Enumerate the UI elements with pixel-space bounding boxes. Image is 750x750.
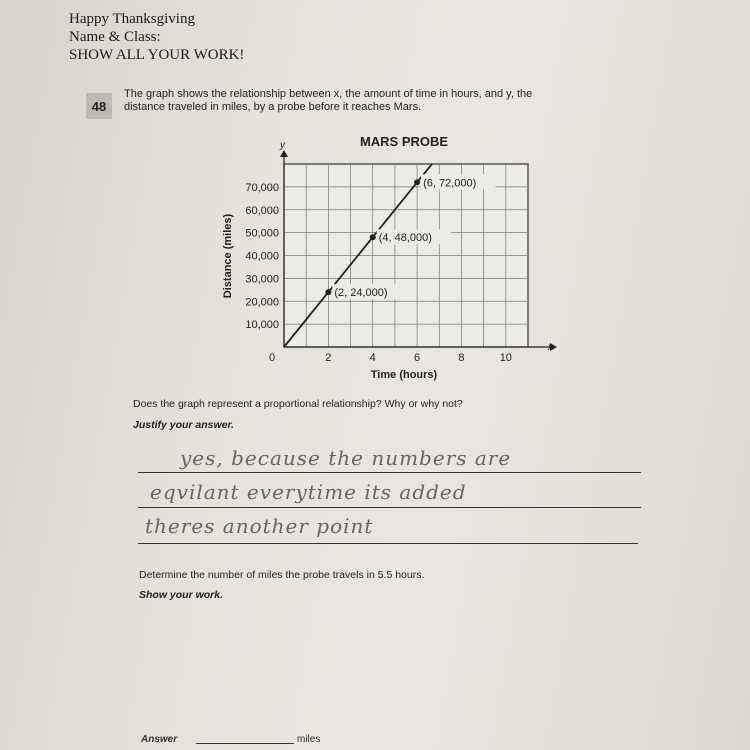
handwritten-line-2: eqvilant everytime its added bbox=[150, 480, 467, 504]
y-tick-label: 70,000 bbox=[245, 181, 279, 194]
y-tick-label: 50,000 bbox=[245, 227, 279, 240]
point-label: (2, 24,000) bbox=[334, 287, 388, 300]
y-tick-label: 10,000 bbox=[245, 319, 279, 332]
data-point bbox=[370, 234, 376, 240]
header-instruction: SHOW ALL YOUR WORK! bbox=[69, 47, 245, 63]
prompt-line-2: distance traveled in miles, by a probe before it reaches Mars. bbox=[124, 101, 422, 113]
question-number: 48 bbox=[86, 93, 112, 119]
data-point bbox=[414, 179, 420, 185]
data-point bbox=[325, 289, 331, 295]
y-axis-letter: y bbox=[280, 140, 285, 151]
y-tick-label: 60,000 bbox=[245, 204, 279, 217]
justify-label: Justify your answer. bbox=[133, 419, 234, 431]
point-label: (4, 48,000) bbox=[378, 232, 432, 245]
question-part-a: Does the graph represent a proportional relationship? Why or why not? bbox=[133, 398, 463, 410]
show-work-label: Show your work. bbox=[139, 589, 224, 601]
y-tick-label: 30,000 bbox=[245, 273, 279, 286]
answer-line-2 bbox=[138, 507, 641, 508]
chart-grid bbox=[284, 164, 528, 347]
x-tick-label: 10 bbox=[499, 352, 512, 364]
x-tick-label: 6 bbox=[414, 352, 421, 364]
x-tick-label: 2 bbox=[325, 352, 332, 364]
x-tick-label: 0 bbox=[268, 352, 276, 364]
answer-unit: miles bbox=[297, 734, 321, 745]
question-part-b: Determine the number of miles the probe travels in 5.5 hours. bbox=[139, 569, 425, 581]
x-axis-letter: x bbox=[548, 342, 553, 353]
header-greeting: Happy Thanksgiving bbox=[69, 11, 195, 27]
answer-line-3 bbox=[138, 543, 638, 544]
handwritten-line-1: yes, because the numbers are bbox=[180, 446, 512, 470]
answer-line-1 bbox=[138, 472, 641, 473]
y-axis-label: Distance (miles) bbox=[222, 213, 234, 299]
handwritten-line-3: theres another point bbox=[145, 514, 374, 538]
header-name-class: Name & Class: bbox=[69, 29, 161, 45]
prompt-line-1: The graph shows the relationship between x, the amount of time in hours, and y, the bbox=[124, 88, 533, 100]
y-tick-label: 40,000 bbox=[245, 250, 279, 263]
y-axis-arrow bbox=[280, 150, 288, 157]
x-tick-label: 4 bbox=[369, 352, 376, 364]
point-label: (6, 72,000) bbox=[423, 177, 477, 190]
answer-blank[interactable] bbox=[196, 743, 294, 744]
y-tick-label: 20,000 bbox=[245, 296, 279, 309]
answer-label: Answer bbox=[141, 734, 178, 745]
x-tick-label: 8 bbox=[458, 352, 465, 364]
chart-title: MARS PROBE bbox=[359, 134, 449, 149]
x-axis-label: Time (hours) bbox=[370, 369, 438, 381]
